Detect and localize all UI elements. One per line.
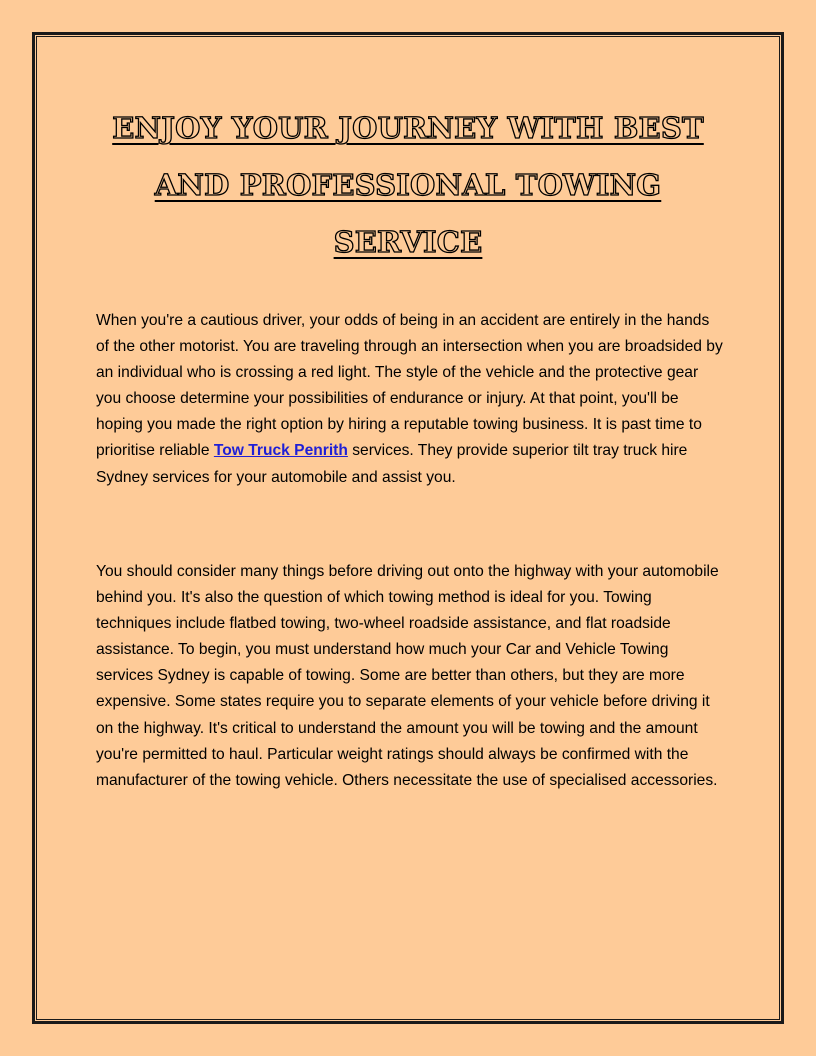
paragraph-intro-text-end: services. They provide superior tilt tray truck hire Sydney services for your automobile and assist you. (96, 442, 688, 486)
page-title: ENJOY YOUR JOURNEY WITH BEST AND PROFESSIONAL TOWING SERVICE (112, 111, 704, 259)
paragraph-intro (96, 308, 726, 491)
paragraph-intro-text-start: When you're a cautious driver, your odds of being in an accident are entirely in the hands of the other motorist. You are traveling through an intersection when you are broadsided by an individual who is crossing a red light. The style of the vehicle and the protective gear you choose determine your possibilities of endurance or injury. At that point, you'll be hoping you made the right option by hiring a reputable towing business. It is past time to prioritise reliable (96, 312, 723, 460)
paragraph-towing-methods: You should consider many things before driving out onto the highway with your automobile behind you. It's also the question of which towing method is ideal for you. Towing techniques include flatbed towing, two-wheel roadside assistance, and flat roadside assistance. To begin, you must understand how much your Car and Vehicle Towing services Sydney is capable of towing. Some are better than others, but they are more expensive. Some states require you to separate elements of your vehicle before driving it on the highway. It's critical to understand the amount you will be towing and the amount you're permitted to haul. Particular weight ratings should always be confirmed with the manufacturer of the towing vehicle. Others necessitate the use of specialised accessories. (96, 563, 719, 789)
tow-truck-penrith-link[interactable]: Tow Truck Penrith (213, 442, 348, 460)
